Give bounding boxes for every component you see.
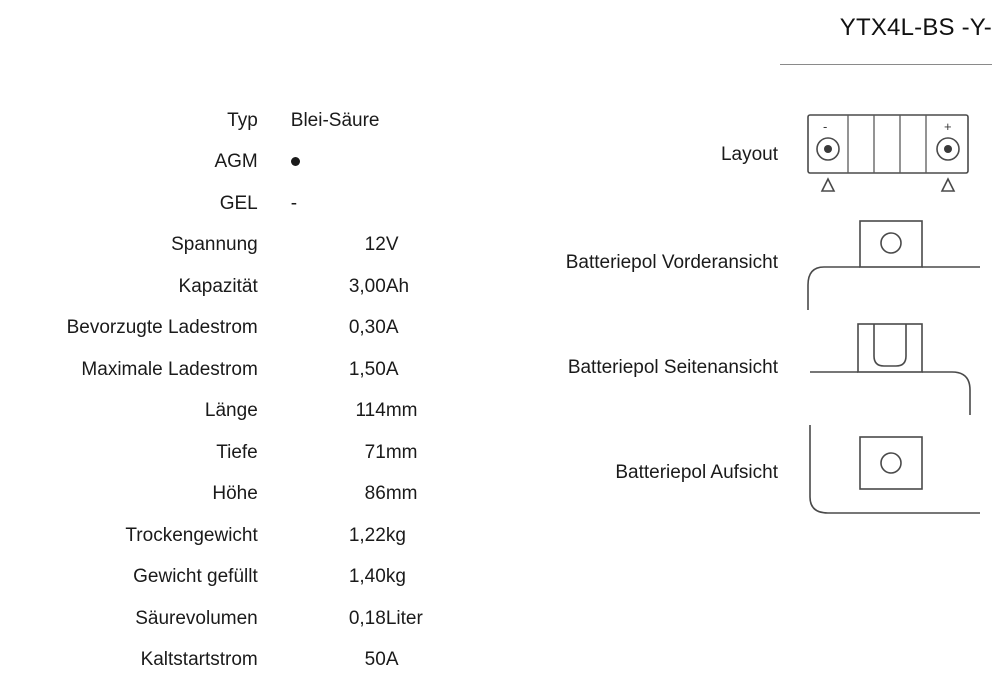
illustration-row-top-view [500, 420, 1000, 525]
spec-label: Kapazität [178, 275, 258, 297]
table-row [0, 598, 470, 640]
spec-unit: Liter [385, 607, 423, 629]
spec-value: 50 [364, 649, 386, 671]
spec-value: 3,00 [348, 275, 386, 297]
illustration-row-layout [500, 100, 1000, 210]
table-row [0, 515, 470, 557]
layout-label: Layout [720, 144, 778, 165]
spec-unit: Ah [385, 275, 410, 297]
spec-value: 114 [355, 400, 386, 422]
spec-value: 0,18 [348, 607, 386, 629]
table-row [0, 640, 470, 682]
top-view-label: Batteriepol Aufsicht [615, 461, 778, 483]
spec-unit: kg [385, 524, 406, 546]
front-view-diagram [800, 215, 980, 310]
illustration-row-front-view [500, 210, 1000, 315]
table-row [0, 432, 470, 474]
spec-value-agm [258, 142, 386, 184]
table-row [0, 183, 470, 225]
spec-unit: A [385, 649, 399, 671]
side-view-label: Batteriepol Seitenansicht [567, 356, 778, 378]
filled-dot-icon [291, 157, 300, 166]
spec-value: 1,22 [348, 524, 386, 546]
page-title-block [840, 14, 992, 48]
table-row [0, 308, 470, 350]
table-row [0, 391, 470, 433]
spec-unit: A [385, 317, 399, 339]
table-row [0, 349, 470, 391]
spec-label: AGM [214, 151, 258, 173]
table-row [0, 266, 470, 308]
spec-label: Länge [204, 400, 258, 422]
spec-label: Höhe [212, 483, 258, 505]
spec-unit: mm [385, 400, 418, 422]
spec-label: Typ [227, 109, 258, 131]
spec-label: Kaltstartstrom [140, 649, 258, 671]
spec-unit: V [385, 234, 399, 256]
page-title: YTX4L-BS -Y- [839, 14, 992, 41]
spec-unit [386, 142, 470, 184]
table-row [0, 100, 470, 142]
spec-label: Maximale Ladestrom [81, 358, 258, 380]
table-row [0, 557, 470, 599]
spec-unit: mm [385, 483, 418, 505]
battery-layout-icon [800, 105, 980, 205]
front-view-label: Batteriepol Vorderansicht [565, 251, 778, 273]
spec-unit: kg [385, 566, 406, 588]
table-row [0, 142, 470, 184]
terminal-front-view-icon [800, 215, 980, 310]
top-view-diagram [800, 425, 980, 520]
spec-value: 12 [364, 234, 386, 256]
spec-value: 71 [364, 441, 386, 463]
spec-value: 0,30 [348, 317, 386, 339]
spec-value: 1,40 [348, 566, 386, 588]
side-view-diagram [800, 320, 980, 415]
spec-unit: mm [385, 441, 418, 463]
spec-value: 1,50 [348, 358, 386, 380]
terminal-top-view-icon [800, 425, 980, 520]
spec-value: 86 [364, 483, 386, 505]
specifications-table [0, 100, 470, 681]
table-row [0, 225, 470, 267]
spec-label: GEL [219, 192, 258, 214]
title-underline [780, 64, 992, 65]
spec-label: Tiefe [216, 441, 258, 463]
spec-unit [386, 100, 470, 142]
illustration-row-side-view [500, 315, 1000, 420]
spec-value: Blei-Säure [290, 109, 380, 131]
spec-label: Trockengewicht [125, 524, 258, 546]
spec-label: Spannung [171, 234, 258, 256]
spec-value: - [290, 192, 298, 214]
spec-unit: A [385, 358, 399, 380]
spec-unit [386, 183, 470, 225]
spec-label: Bevorzugte Ladestrom [66, 317, 258, 339]
plus-sign-label: + [944, 119, 952, 134]
illustrations-column [500, 100, 1000, 525]
table-row [0, 474, 470, 516]
layout-diagram [800, 105, 980, 205]
spec-label: Säurevolumen [135, 607, 258, 629]
terminal-side-view-icon [800, 320, 980, 415]
minus-sign-label: - [823, 119, 828, 134]
spec-label: Gewicht gefüllt [133, 566, 258, 588]
